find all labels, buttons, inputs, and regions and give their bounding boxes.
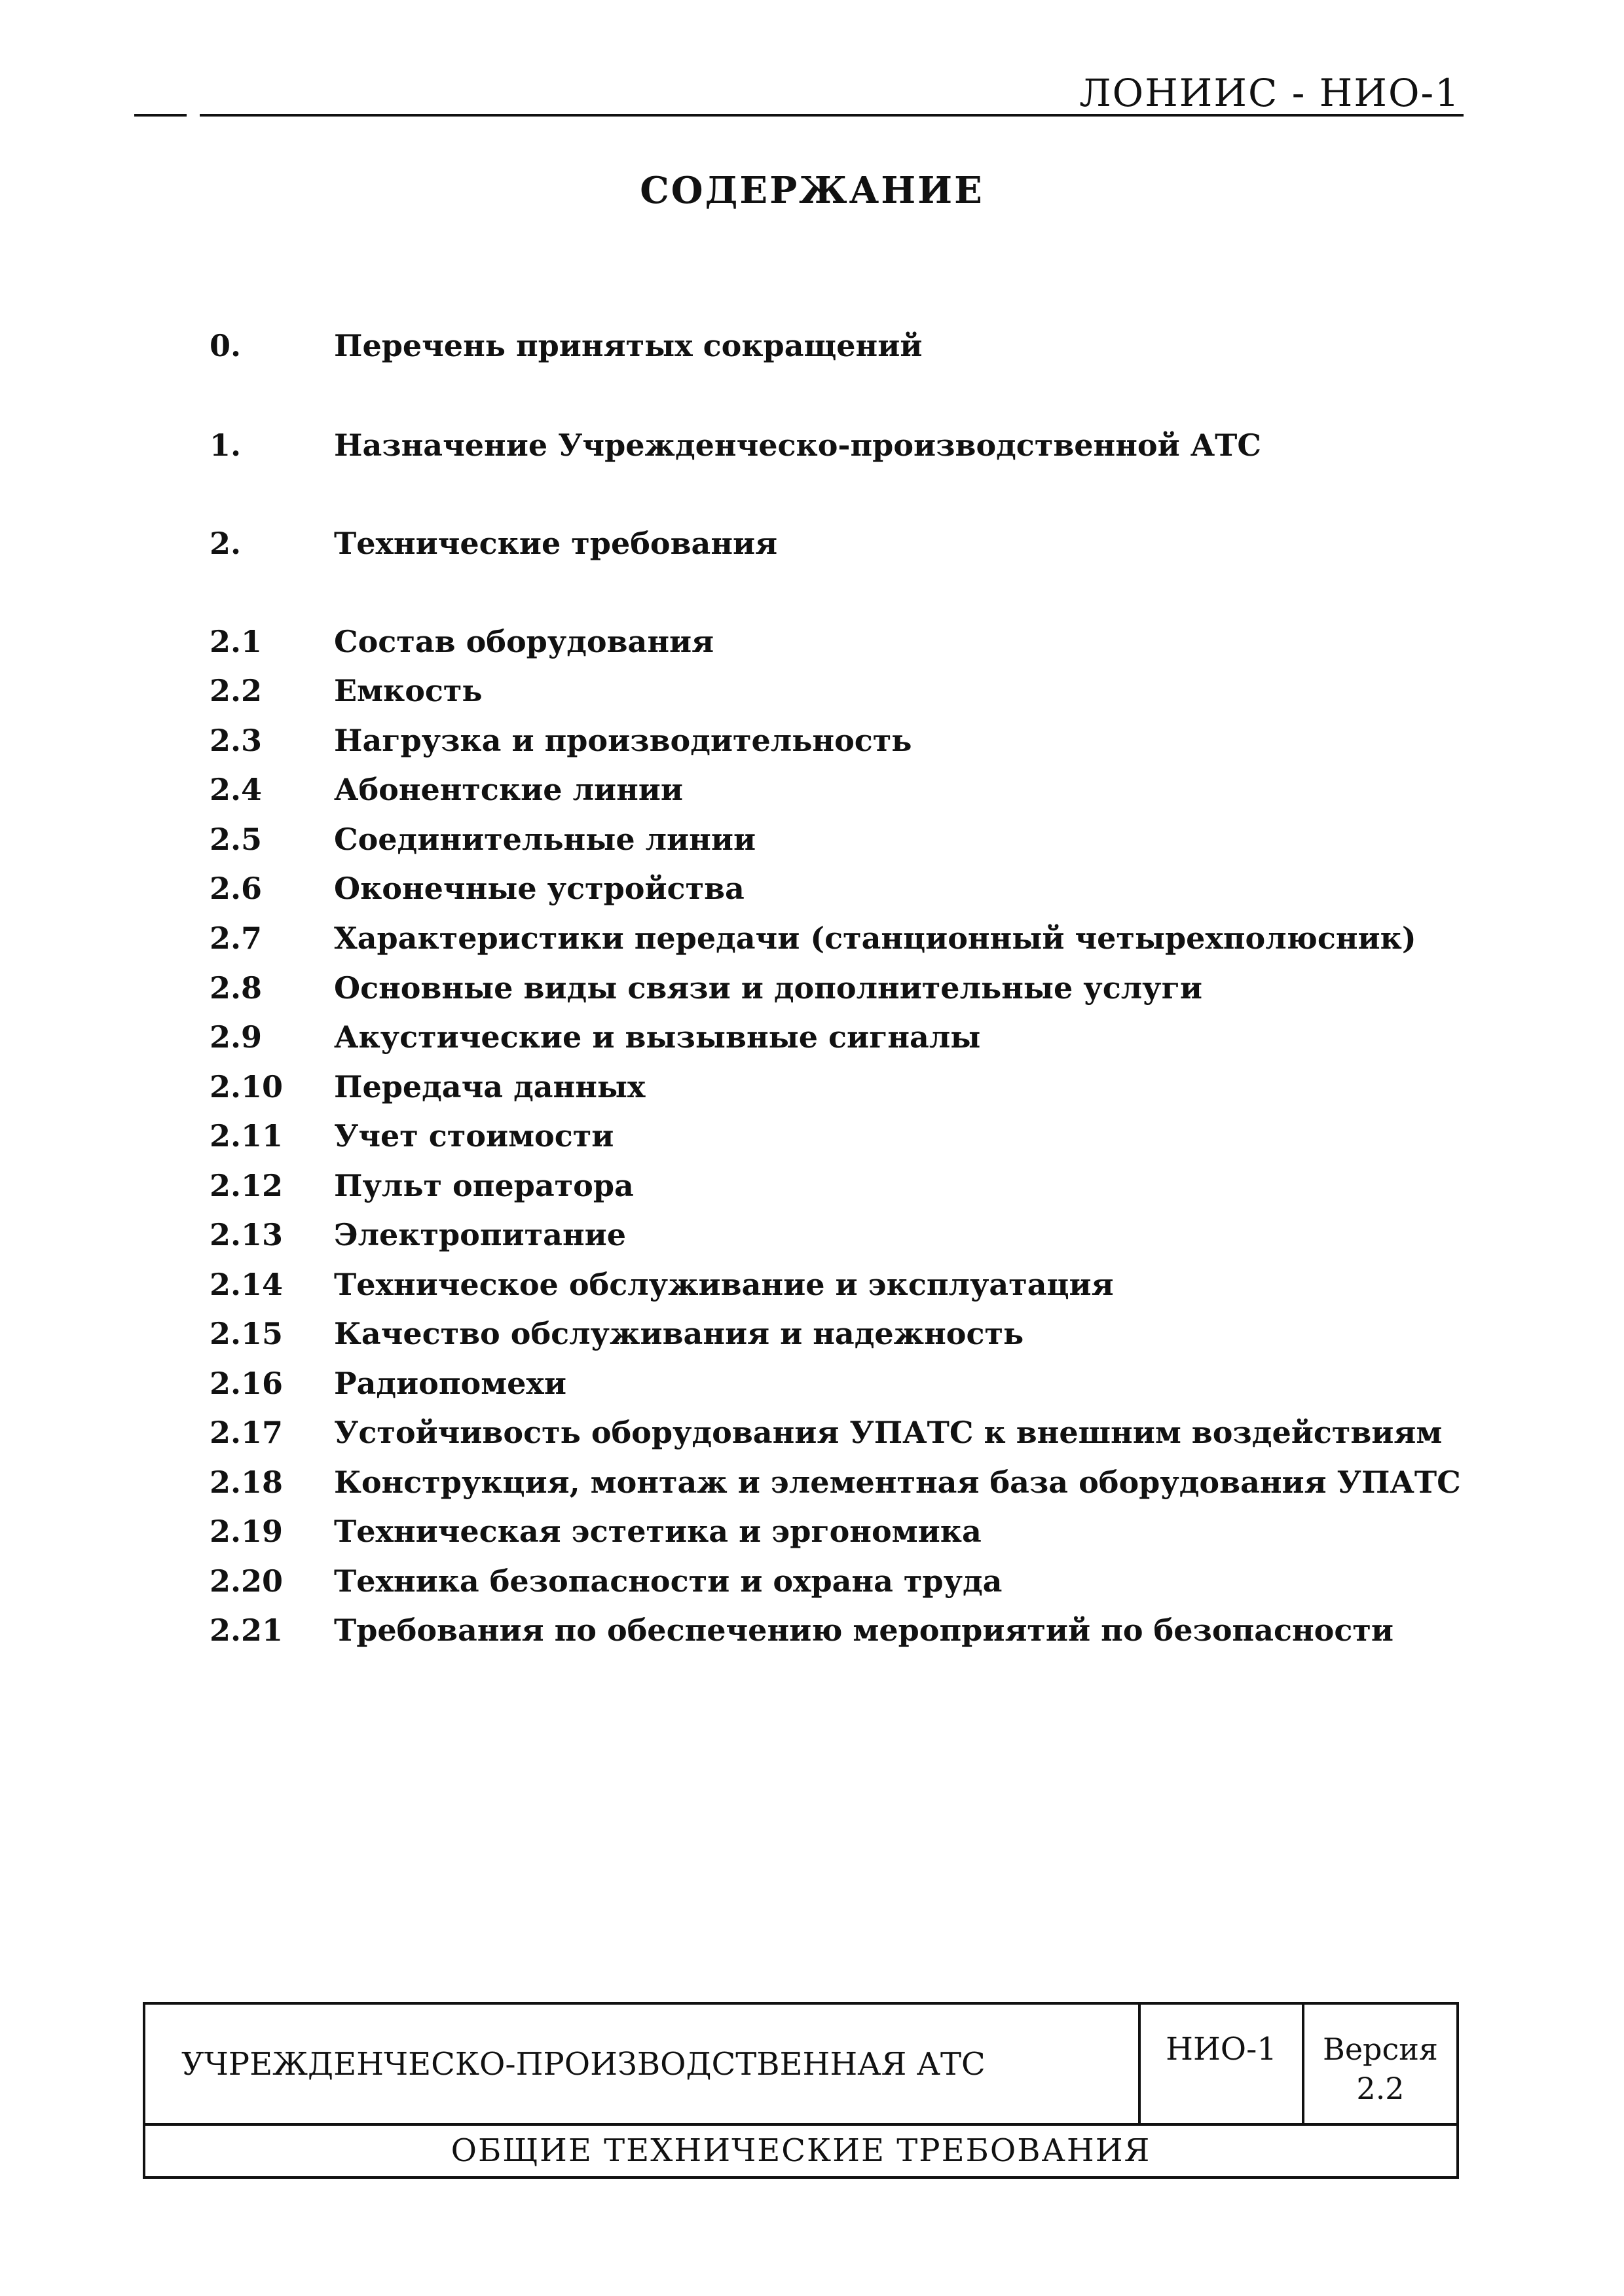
toc-number: 2.1 — [210, 624, 263, 659]
version-value: 2.2 — [1356, 2071, 1405, 2106]
toc-entry — [210, 323, 922, 369]
toc-label: Перечень принятых сокращений — [334, 328, 923, 363]
version-label: Версия — [1323, 2032, 1438, 2067]
toc-number: 0. — [210, 328, 242, 363]
toc-entry — [210, 866, 745, 911]
title-block-code: НИО-1 — [1141, 2005, 1304, 2126]
toc-label: Технические требования — [334, 526, 778, 561]
toc-number: 2.3 — [210, 723, 263, 758]
toc-entry — [210, 767, 683, 812]
toc-label: Абонентские линии — [334, 772, 684, 807]
header-rule-short — [134, 114, 187, 117]
toc-label: Конструкция, монтаж и элементная база оборудования УПАТС — [334, 1465, 1461, 1500]
toc-number: 2.20 — [210, 1563, 284, 1599]
toc-entry — [210, 1410, 1442, 1455]
toc-label: Соединительные линии — [334, 822, 756, 857]
toc-label: Качество обслуживания и надежность — [334, 1316, 1024, 1351]
toc-label: Акустические и вызывные сигналы — [334, 1019, 981, 1055]
toc-entry — [210, 1459, 1461, 1505]
toc-label: Оконечные устройства — [334, 871, 745, 906]
toc-entry — [210, 1508, 982, 1554]
toc-entry — [210, 422, 1261, 468]
toc-label: Радиопомехи — [334, 1366, 566, 1401]
toc-entry — [210, 1360, 566, 1406]
toc-number: 2.4 — [210, 772, 263, 807]
toc-label: Техническое обслуживание и эксплуатация — [334, 1267, 1114, 1302]
toc-number: 2.16 — [210, 1366, 284, 1401]
toc-entry — [210, 965, 1202, 1011]
toc-label: Состав оборудования — [334, 624, 714, 659]
toc-number: 2.11 — [210, 1118, 284, 1154]
toc-number: 2.2 — [210, 673, 263, 708]
toc-number: 2.7 — [210, 920, 263, 956]
toc-number: 2.17 — [210, 1415, 284, 1450]
toc-entry — [210, 668, 483, 714]
toc-label: Электропитание — [334, 1217, 627, 1252]
toc-entry — [210, 1212, 626, 1258]
toc-label: Устойчивость оборудования УПАТС к внешним воздействиям — [334, 1415, 1443, 1450]
toc-number: 2.9 — [210, 1019, 263, 1055]
toc-number: 2.13 — [210, 1217, 284, 1252]
title-block — [143, 2002, 1459, 2179]
toc-entry — [210, 1311, 1024, 1357]
toc-entry — [210, 1262, 1114, 1307]
page-title: СОДЕРЖАНИЕ — [640, 169, 984, 212]
title-block-version — [1304, 2005, 1456, 2126]
toc-entry — [210, 1113, 614, 1159]
toc-label: Учет стоимости — [334, 1118, 614, 1154]
toc-label: Передача данных — [334, 1069, 646, 1104]
toc-number: 2.15 — [210, 1316, 284, 1351]
toc-entry — [210, 1014, 980, 1060]
toc-entry — [210, 1607, 1393, 1653]
toc-label: Назначение Учрежденческо-производственной АТС — [334, 428, 1262, 463]
toc-entry — [210, 1163, 634, 1209]
toc-entry — [210, 816, 756, 862]
toc-number: 1. — [210, 428, 242, 463]
toc-label: Пульт оператора — [334, 1168, 634, 1203]
toc-label: Требования по обеспечению мероприятий по безопасности — [334, 1613, 1393, 1648]
toc-label: Характеристики передачи (станционный четырехполюсник) — [334, 920, 1416, 956]
toc-number: 2.6 — [210, 871, 263, 906]
toc-number: 2.19 — [210, 1514, 284, 1549]
toc-label: Нагрузка и производительность — [334, 723, 912, 758]
toc-number: 2.10 — [210, 1069, 284, 1104]
toc-entry — [210, 915, 1416, 961]
document-code: ЛОНИИС - НИО-1 — [1079, 71, 1460, 115]
toc-number: 2.18 — [210, 1465, 284, 1500]
toc-label: Основные виды связи и дополнительные услуги — [334, 970, 1202, 1006]
toc-number: 2.14 — [210, 1267, 284, 1302]
toc-entry — [210, 1064, 645, 1110]
toc-entry — [210, 619, 714, 665]
toc-number: 2.5 — [210, 822, 263, 857]
toc-label: Техника безопасности и охрана труда — [334, 1563, 1003, 1599]
toc-entry — [210, 520, 777, 566]
toc-label: Техническая эстетика и эргономика — [334, 1514, 982, 1549]
toc-number: 2.21 — [210, 1613, 284, 1648]
toc-number: 2.8 — [210, 970, 263, 1006]
toc-entry — [210, 1558, 1003, 1604]
toc-entry — [210, 718, 912, 763]
title-block-subtitle: ОБЩИЕ ТЕХНИЧЕСКИЕ ТРЕБОВАНИЯ — [451, 2132, 1151, 2169]
title-block-name: УЧРЕЖДЕНЧЕСКО-ПРОИЗВОДСТВЕННАЯ АТС — [145, 2005, 1141, 2126]
toc-number: 2. — [210, 526, 242, 561]
toc-number: 2.12 — [210, 1168, 284, 1203]
toc-label: Емкость — [334, 673, 483, 708]
